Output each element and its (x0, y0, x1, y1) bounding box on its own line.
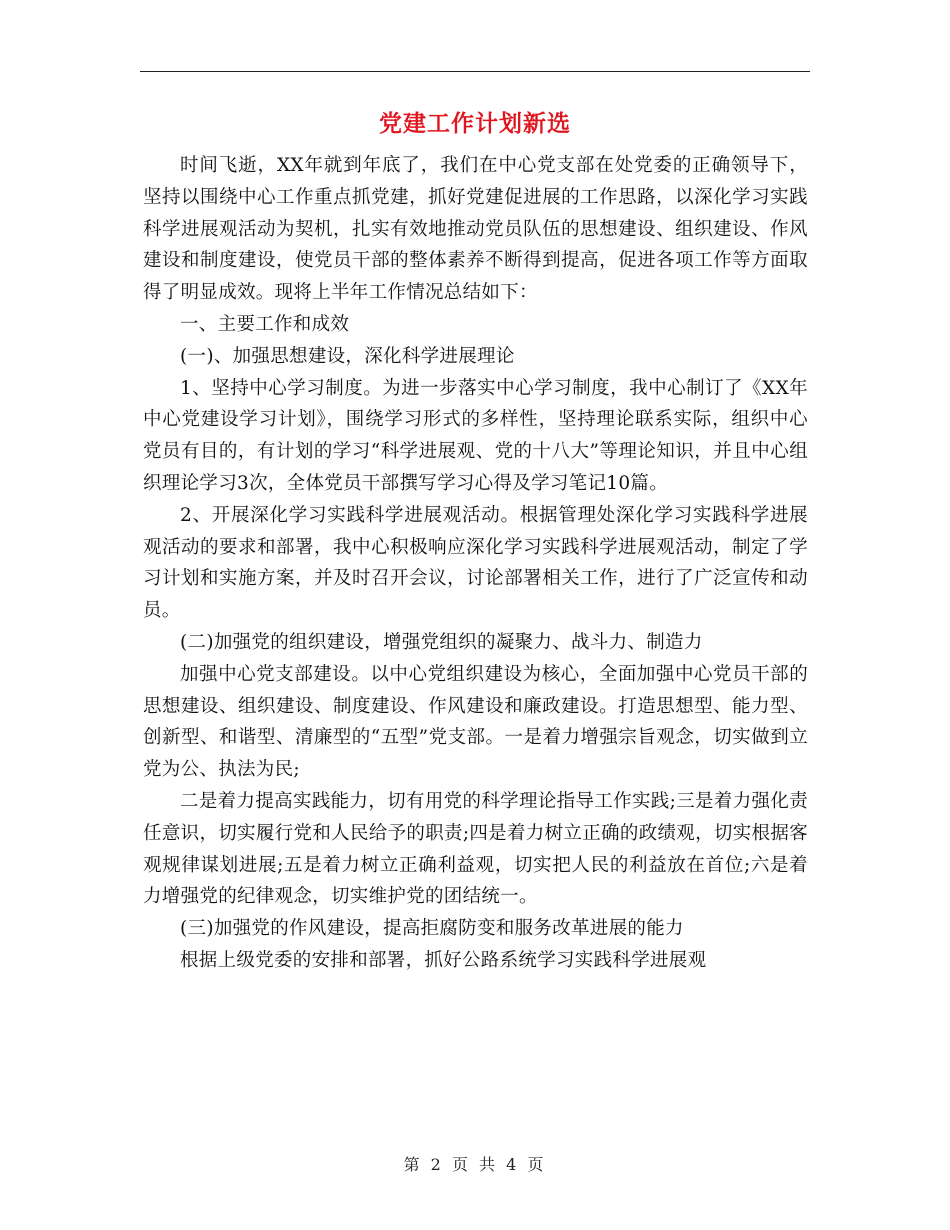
paragraph-practice: 二是着力提高实践能力，切有用党的科学理论指导工作实践;三是着力强化责任意识，切实履行党和人民给予的职责;四是着力树立正确的政绩观，切实根据客观规律谋划进展;五是着力树立正确利益观，切实把人民的利益放在首位;六是着力增强党的纪律观念，切实维护党的团结统一。 (143, 790, 808, 908)
paragraph-intro: 时间飞逝，XX年就到年底了，我们在中心党支部在处党委的正确领导下，坚持以围绕中心工作重点抓党建，抓好党建促进展的工作思路，以深化学习实践科学进展观活动为契机，扎实有效地推动党员队伍的思想建设、组织建设、作风建设和制度建设，使党员干部的整体素养不断得到提高，促进各项工作等方面取得了明显成效。现将上半年工作情况总结如下： (143, 155, 808, 304)
paragraph-item-2: 2、开展深化学习实践科学进展观活动。根据管理处深化学习实践科学进展观活动的要求和部署，我中心积极响应深化学习实践科学进展观活动，制定了学习计划和实施方案，并及时召开会议，讨论部署相关工作，进行了广泛宣传和动员。 (143, 504, 808, 622)
heading-section-2: (二)加强党的组织建设，增强党组织的凝聚力、战斗力、制造力 (180, 631, 703, 653)
heading-section-1: (一)、加强思想建设，深化科学进展理论 (180, 345, 515, 367)
paragraph-item-1: 1、坚持中心学习制度。为进一步落实中心学习制度，我中心制订了《XX年中心党建设学习计划》，围绕学习形式的多样性，坚持理论联系实际，组织中心党员有目的，有计划的学习“科学进展观、党的十八大”等理论知识，并且中心组织理论学习3次，全体党员干部撰写学习心得及学习笔记10篇。 (143, 377, 808, 494)
document-body (143, 150, 808, 977)
paragraph-deployment: 根据上级党委的安排和部署，抓好公路系统学习实践科学进展观 (180, 949, 707, 971)
document-title: 党建工作计划新选 (379, 110, 571, 137)
heading-main-work: 一、主要工作和成效 (180, 313, 350, 335)
paragraph-branch-building: 加强中心党支部建设。以中心党组织建设为核心，全面加强中心党员干部的思想建设、组织建设、制度建设、作风建设和廉政建设。打造思想型、能力型、创新型、和谐型、清廉型的“五型”党支部。一是着力增强宗旨观念，切实做到立党为公、执法为民; (143, 663, 808, 781)
page-footer: 第 2 页 共 4 页 (403, 1155, 547, 1174)
header-rule (140, 71, 810, 72)
heading-section-3: (三)加强党的作风建设，提高拒腐防变和服务改革进展的能力 (180, 918, 684, 940)
